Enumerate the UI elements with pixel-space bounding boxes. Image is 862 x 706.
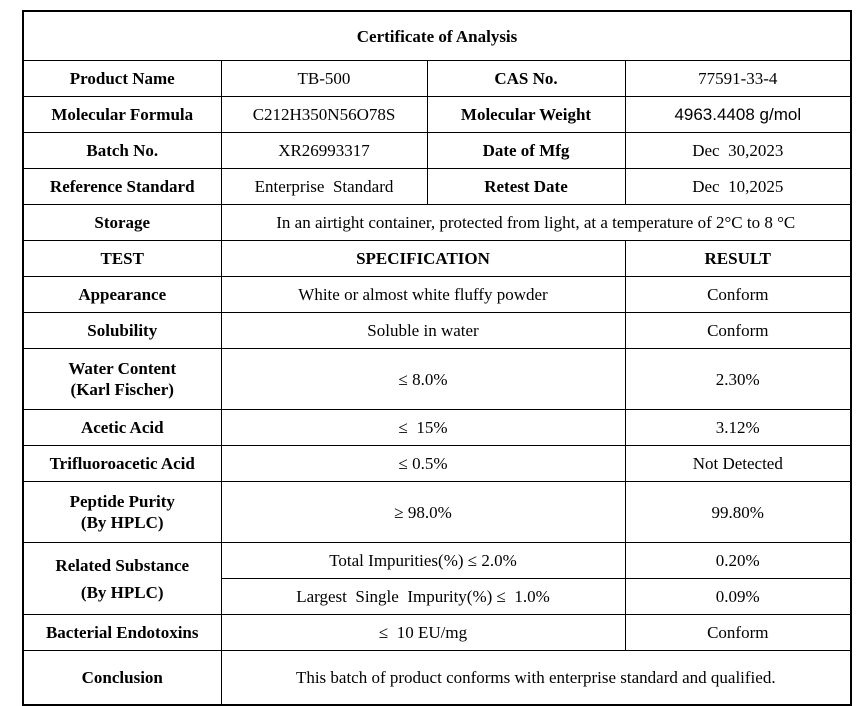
total-impurities-spec: Total Impurities(%) ≤ 2.0% xyxy=(221,543,625,579)
water-content-result: 2.30% xyxy=(625,349,851,410)
molecular-formula-label: Molecular Formula xyxy=(23,97,221,133)
appearance-result: Conform xyxy=(625,277,851,313)
tfa-test-name: Trifluoroacetic Acid xyxy=(23,446,221,482)
mfg-date-label: Date of Mfg xyxy=(427,133,625,169)
related-substance-line1: Related Substance xyxy=(55,555,190,575)
related-substance-test-name xyxy=(23,543,221,615)
solubility-result: Conform xyxy=(625,313,851,349)
product-name-value: TB-500 xyxy=(221,61,427,97)
result-header: RESULT xyxy=(625,241,851,277)
endotoxins-test-name: Bacterial Endotoxins xyxy=(23,615,221,651)
batch-value: XR26993317 xyxy=(221,133,427,169)
molecular-weight-label: Molecular Weight xyxy=(427,97,625,133)
cas-value: 77591-33-4 xyxy=(625,61,851,97)
test-header: TEST xyxy=(23,241,221,277)
peptide-purity-result: 99.80% xyxy=(625,482,851,543)
acetic-acid-result: 3.12% xyxy=(625,410,851,446)
endotoxins-result: Conform xyxy=(625,615,851,651)
peptide-purity-line2: (By HPLC) xyxy=(80,513,164,532)
document-title: Certificate of Analysis xyxy=(23,11,851,61)
molecular-weight-value: 4963.4408 g/mol xyxy=(625,97,851,133)
molecular-formula-value: C212H350N56O78S xyxy=(221,97,427,133)
cas-label: CAS No. xyxy=(427,61,625,97)
mfg-date-value: Dec 30,2023 xyxy=(625,133,851,169)
conclusion-label: Conclusion xyxy=(23,651,221,705)
tfa-spec: ≤ 0.5% xyxy=(221,446,625,482)
reference-standard-label: Reference Standard xyxy=(23,169,221,205)
water-content-spec: ≤ 8.0% xyxy=(221,349,625,410)
endotoxins-spec: ≤ 10 EU/mg xyxy=(221,615,625,651)
retest-date-value: Dec 10,2025 xyxy=(625,169,851,205)
product-name-label: Product Name xyxy=(23,61,221,97)
largest-impurity-spec: Largest Single Impurity(%) ≤ 1.0% xyxy=(221,579,625,615)
acetic-acid-spec: ≤ 15% xyxy=(221,410,625,446)
tfa-result: Not Detected xyxy=(625,446,851,482)
peptide-purity-line1: Peptide Purity xyxy=(69,492,175,511)
appearance-test-name: Appearance xyxy=(23,277,221,313)
storage-label: Storage xyxy=(23,205,221,241)
solubility-spec: Soluble in water xyxy=(221,313,625,349)
largest-impurity-result: 0.09% xyxy=(625,579,851,615)
water-content-line1: Water Content xyxy=(68,359,177,378)
retest-date-label: Retest Date xyxy=(427,169,625,205)
certificate-table xyxy=(22,10,852,706)
reference-standard-value: Enterprise Standard xyxy=(221,169,427,205)
storage-value: In an airtight container, protected from light, at a temperature of 2°C to 8 °C xyxy=(221,205,851,241)
specification-header: SPECIFICATION xyxy=(221,241,625,277)
solubility-test-name: Solubility xyxy=(23,313,221,349)
acetic-acid-test-name: Acetic Acid xyxy=(23,410,221,446)
related-substance-line2: (By HPLC) xyxy=(80,582,164,602)
water-content-test-name xyxy=(23,349,221,410)
appearance-spec: White or almost white fluffy powder xyxy=(221,277,625,313)
batch-label: Batch No. xyxy=(23,133,221,169)
water-content-line2: (Karl Fischer) xyxy=(70,380,174,399)
peptide-purity-test-name xyxy=(23,482,221,543)
peptide-purity-spec: ≥ 98.0% xyxy=(221,482,625,543)
conclusion-text: This batch of product conforms with enterprise standard and qualified. xyxy=(221,651,851,705)
total-impurities-result: 0.20% xyxy=(625,543,851,579)
